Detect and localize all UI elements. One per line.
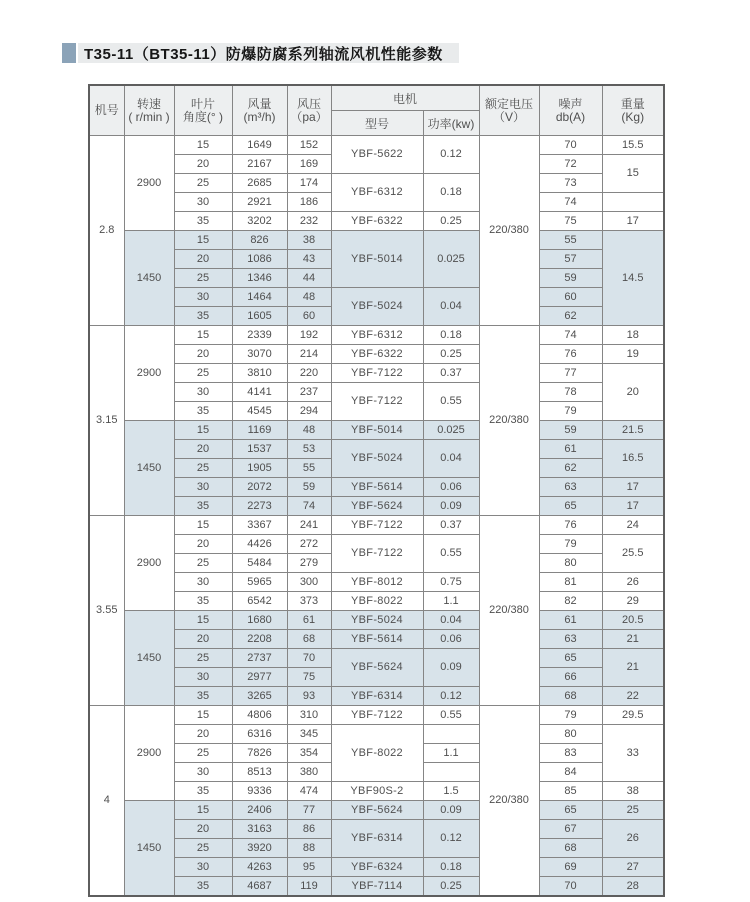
voltage-cell: 220/380 xyxy=(479,136,539,326)
header-motor: 电机 xyxy=(331,85,479,111)
noise-cell: 72 xyxy=(539,155,602,174)
voltage-cell: 220/380 xyxy=(479,706,539,897)
volume-cell: 8513 xyxy=(232,763,287,782)
motor-model-cell: YBF-6312 xyxy=(331,326,423,345)
noise-cell: 75 xyxy=(539,212,602,231)
header-speed xyxy=(124,85,174,136)
motor-model-cell: YBF-8012 xyxy=(331,573,423,592)
pressure-cell: 192 xyxy=(287,326,331,345)
volume-cell: 3163 xyxy=(232,820,287,839)
motor-power-cell xyxy=(423,763,479,782)
weight-cell xyxy=(602,193,664,212)
weight-cell: 29.5 xyxy=(602,706,664,725)
page-title-row xyxy=(62,43,459,63)
header-noise-line: db(A) xyxy=(555,109,586,124)
noise-cell: 85 xyxy=(539,782,602,801)
volume-cell: 2685 xyxy=(232,174,287,193)
header-pressure xyxy=(287,85,331,136)
noise-cell: 82 xyxy=(539,592,602,611)
angle-cell: 30 xyxy=(174,858,232,877)
pressure-cell: 237 xyxy=(287,383,331,402)
weight-cell: 27 xyxy=(602,858,664,877)
header-model-no xyxy=(89,85,124,136)
pressure-cell: 474 xyxy=(287,782,331,801)
angle-cell: 25 xyxy=(174,269,232,288)
voltage-cell: 220/380 xyxy=(479,516,539,706)
speed-cell: 2900 xyxy=(124,136,174,231)
volume-cell: 2072 xyxy=(232,478,287,497)
angle-cell: 35 xyxy=(174,212,232,231)
volume-cell: 1086 xyxy=(232,250,287,269)
model-no-cell: 3.55 xyxy=(89,516,124,706)
noise-cell: 79 xyxy=(539,706,602,725)
weight-cell: 17 xyxy=(602,478,664,497)
noise-cell: 55 xyxy=(539,231,602,250)
angle-cell: 25 xyxy=(174,364,232,383)
motor-model-cell: YBF-6322 xyxy=(331,345,423,364)
weight-cell: 20.5 xyxy=(602,611,664,630)
speed-cell: 2900 xyxy=(124,516,174,611)
noise-cell: 65 xyxy=(539,497,602,516)
table-body xyxy=(89,136,664,897)
pressure-cell: 61 xyxy=(287,611,331,630)
noise-cell: 84 xyxy=(539,763,602,782)
noise-cell: 80 xyxy=(539,554,602,573)
noise-cell: 59 xyxy=(539,269,602,288)
pressure-cell: 86 xyxy=(287,820,331,839)
angle-cell: 15 xyxy=(174,421,232,440)
motor-model-cell: YBF-8022 xyxy=(331,725,423,782)
header-weight-line: (Kg) xyxy=(621,109,645,124)
motor-model-cell: YBF-5014 xyxy=(331,231,423,288)
motor-power-cell: 0.025 xyxy=(423,421,479,440)
volume-cell: 2167 xyxy=(232,155,287,174)
header-model-no-line: 机号 xyxy=(94,103,119,117)
angle-cell: 25 xyxy=(174,839,232,858)
volume-cell: 7826 xyxy=(232,744,287,763)
volume-cell: 826 xyxy=(232,231,287,250)
header-voltage-line: （V） xyxy=(492,109,525,124)
weight-cell: 21 xyxy=(602,649,664,687)
angle-cell: 25 xyxy=(174,554,232,573)
angle-cell: 25 xyxy=(174,459,232,478)
angle-cell: 35 xyxy=(174,402,232,421)
noise-cell: 59 xyxy=(539,421,602,440)
pressure-cell: 48 xyxy=(287,288,331,307)
header-voltage xyxy=(479,85,539,136)
pressure-cell: 68 xyxy=(287,630,331,649)
volume-cell: 1905 xyxy=(232,459,287,478)
volume-cell: 2977 xyxy=(232,668,287,687)
volume-cell: 4263 xyxy=(232,858,287,877)
weight-cell: 15 xyxy=(602,155,664,193)
volume-cell: 2737 xyxy=(232,649,287,668)
motor-power-cell: 1.1 xyxy=(423,592,479,611)
motor-model-cell: YBF-5024 xyxy=(331,440,423,478)
angle-cell: 30 xyxy=(174,573,232,592)
page-title: T35-11（BT35-11）防爆防腐系列轴流风机性能参数 xyxy=(78,43,459,63)
angle-cell: 20 xyxy=(174,345,232,364)
motor-power-cell: 0.04 xyxy=(423,288,479,326)
pressure-cell: 74 xyxy=(287,497,331,516)
pressure-cell: 70 xyxy=(287,649,331,668)
motor-power-cell: 0.04 xyxy=(423,440,479,478)
volume-cell: 2339 xyxy=(232,326,287,345)
motor-power-cell: 0.04 xyxy=(423,611,479,630)
motor-power-cell: 0.25 xyxy=(423,212,479,231)
volume-cell: 4806 xyxy=(232,706,287,725)
motor-power-cell: 0.18 xyxy=(423,174,479,212)
header-motor-model: 型号 xyxy=(331,111,423,136)
angle-cell: 35 xyxy=(174,877,232,897)
motor-model-cell: YBF-5014 xyxy=(331,421,423,440)
model-no-cell: 2.8 xyxy=(89,136,124,326)
volume-cell: 4141 xyxy=(232,383,287,402)
motor-power-cell: 1.5 xyxy=(423,782,479,801)
angle-cell: 35 xyxy=(174,592,232,611)
angle-cell: 30 xyxy=(174,383,232,402)
speed-cell: 2900 xyxy=(124,326,174,421)
weight-cell: 18 xyxy=(602,326,664,345)
motor-model-cell: YBF90S-2 xyxy=(331,782,423,801)
weight-cell: 21 xyxy=(602,630,664,649)
header-air-volume-line: 风量 xyxy=(247,96,272,111)
model-no-cell: 4 xyxy=(89,706,124,897)
header-speed-line: ( r/min ) xyxy=(128,109,170,124)
weight-cell: 20 xyxy=(602,364,664,421)
volume-cell: 1680 xyxy=(232,611,287,630)
angle-cell: 30 xyxy=(174,193,232,212)
noise-cell: 65 xyxy=(539,649,602,668)
noise-cell: 57 xyxy=(539,250,602,269)
pressure-cell: 186 xyxy=(287,193,331,212)
weight-cell: 14.5 xyxy=(602,231,664,326)
pressure-cell: 48 xyxy=(287,421,331,440)
noise-cell: 74 xyxy=(539,326,602,345)
angle-cell: 20 xyxy=(174,155,232,174)
header-weight-line: 重量 xyxy=(620,96,645,111)
header-pressure-line: （pa） xyxy=(290,109,328,124)
motor-model-cell: YBF-6322 xyxy=(331,212,423,231)
noise-cell: 63 xyxy=(539,630,602,649)
noise-cell: 79 xyxy=(539,535,602,554)
motor-power-cell: 0.18 xyxy=(423,858,479,877)
motor-power-cell: 0.25 xyxy=(423,345,479,364)
pressure-cell: 232 xyxy=(287,212,331,231)
pressure-cell: 380 xyxy=(287,763,331,782)
pressure-cell: 310 xyxy=(287,706,331,725)
pressure-cell: 294 xyxy=(287,402,331,421)
noise-cell: 62 xyxy=(539,459,602,478)
motor-model-cell: YBF-5622 xyxy=(331,136,423,174)
motor-model-cell: YBF-7122 xyxy=(331,383,423,421)
motor-power-cell: 0.09 xyxy=(423,497,479,516)
noise-cell: 77 xyxy=(539,364,602,383)
motor-model-cell: YBF-7122 xyxy=(331,364,423,383)
motor-model-cell: YBF-8022 xyxy=(331,592,423,611)
weight-cell: 19 xyxy=(602,345,664,364)
pressure-cell: 354 xyxy=(287,744,331,763)
pressure-cell: 272 xyxy=(287,535,331,554)
motor-power-cell: 0.06 xyxy=(423,478,479,497)
weight-cell: 22 xyxy=(602,687,664,706)
motor-model-cell: YBF-5614 xyxy=(331,630,423,649)
angle-cell: 20 xyxy=(174,440,232,459)
angle-cell: 20 xyxy=(174,250,232,269)
volume-cell: 2273 xyxy=(232,497,287,516)
performance-table xyxy=(88,84,665,897)
motor-power-cell: 0.09 xyxy=(423,801,479,820)
volume-cell: 2208 xyxy=(232,630,287,649)
angle-cell: 15 xyxy=(174,231,232,250)
volume-cell: 2921 xyxy=(232,193,287,212)
volume-cell: 3070 xyxy=(232,345,287,364)
weight-cell: 25 xyxy=(602,801,664,820)
motor-power-cell: 0.75 xyxy=(423,573,479,592)
noise-cell: 70 xyxy=(539,877,602,897)
angle-cell: 35 xyxy=(174,687,232,706)
angle-cell: 25 xyxy=(174,744,232,763)
volume-cell: 5484 xyxy=(232,554,287,573)
angle-cell: 25 xyxy=(174,174,232,193)
motor-model-cell: YBF-6314 xyxy=(331,687,423,706)
table-header xyxy=(89,85,664,136)
angle-cell: 15 xyxy=(174,801,232,820)
noise-cell: 83 xyxy=(539,744,602,763)
motor-model-cell: YBF-7122 xyxy=(331,535,423,573)
noise-cell: 61 xyxy=(539,440,602,459)
angle-cell: 20 xyxy=(174,725,232,744)
angle-cell: 30 xyxy=(174,763,232,782)
motor-model-cell: YBF-5624 xyxy=(331,801,423,820)
pressure-cell: 88 xyxy=(287,839,331,858)
motor-model-cell: YBF-5624 xyxy=(331,497,423,516)
motor-power-cell: 0.55 xyxy=(423,535,479,573)
pressure-cell: 300 xyxy=(287,573,331,592)
angle-cell: 25 xyxy=(174,649,232,668)
noise-cell: 80 xyxy=(539,725,602,744)
motor-power-cell: 0.06 xyxy=(423,630,479,649)
weight-cell: 33 xyxy=(602,725,664,782)
motor-power-cell: 0.55 xyxy=(423,706,479,725)
motor-power-cell: 0.025 xyxy=(423,231,479,288)
motor-model-cell: YBF-7114 xyxy=(331,877,423,897)
volume-cell: 3920 xyxy=(232,839,287,858)
title-bullet-square-icon xyxy=(62,43,76,63)
volume-cell: 1605 xyxy=(232,307,287,326)
motor-power-cell: 1.1 xyxy=(423,744,479,763)
volume-cell: 1537 xyxy=(232,440,287,459)
motor-power-cell: 0.37 xyxy=(423,516,479,535)
weight-cell: 28 xyxy=(602,877,664,897)
angle-cell: 15 xyxy=(174,611,232,630)
volume-cell: 6542 xyxy=(232,592,287,611)
motor-power-cell: 0.18 xyxy=(423,326,479,345)
weight-cell: 38 xyxy=(602,782,664,801)
noise-cell: 61 xyxy=(539,611,602,630)
header-speed-line: 转速 xyxy=(136,96,161,111)
pressure-cell: 214 xyxy=(287,345,331,364)
volume-cell: 1346 xyxy=(232,269,287,288)
pressure-cell: 119 xyxy=(287,877,331,897)
noise-cell: 73 xyxy=(539,174,602,193)
weight-cell: 26 xyxy=(602,820,664,858)
pressure-cell: 169 xyxy=(287,155,331,174)
pressure-cell: 43 xyxy=(287,250,331,269)
angle-cell: 15 xyxy=(174,326,232,345)
pressure-cell: 93 xyxy=(287,687,331,706)
volume-cell: 6316 xyxy=(232,725,287,744)
volume-cell: 3367 xyxy=(232,516,287,535)
motor-power-cell xyxy=(423,725,479,744)
header-air-volume xyxy=(232,85,287,136)
noise-cell: 60 xyxy=(539,288,602,307)
weight-cell: 16.5 xyxy=(602,440,664,478)
pressure-cell: 345 xyxy=(287,725,331,744)
motor-power-cell: 0.25 xyxy=(423,877,479,897)
noise-cell: 66 xyxy=(539,668,602,687)
volume-cell: 5965 xyxy=(232,573,287,592)
motor-power-cell: 0.12 xyxy=(423,820,479,858)
pressure-cell: 75 xyxy=(287,668,331,687)
noise-cell: 68 xyxy=(539,687,602,706)
angle-cell: 20 xyxy=(174,630,232,649)
weight-cell: 21.5 xyxy=(602,421,664,440)
pressure-cell: 174 xyxy=(287,174,331,193)
noise-cell: 81 xyxy=(539,573,602,592)
volume-cell: 9336 xyxy=(232,782,287,801)
angle-cell: 20 xyxy=(174,535,232,554)
pressure-cell: 55 xyxy=(287,459,331,478)
weight-cell: 17 xyxy=(602,497,664,516)
angle-cell: 20 xyxy=(174,820,232,839)
motor-model-cell: YBF-5624 xyxy=(331,649,423,687)
angle-cell: 30 xyxy=(174,288,232,307)
header-noise-line: 噪声 xyxy=(558,96,583,111)
pressure-cell: 152 xyxy=(287,136,331,155)
noise-cell: 67 xyxy=(539,820,602,839)
volume-cell: 1464 xyxy=(232,288,287,307)
noise-cell: 74 xyxy=(539,193,602,212)
header-blade-angle xyxy=(174,85,232,136)
noise-cell: 62 xyxy=(539,307,602,326)
motor-model-cell: YBF-5614 xyxy=(331,478,423,497)
volume-cell: 4545 xyxy=(232,402,287,421)
pressure-cell: 53 xyxy=(287,440,331,459)
pressure-cell: 373 xyxy=(287,592,331,611)
pressure-cell: 279 xyxy=(287,554,331,573)
motor-model-cell: YBF-6312 xyxy=(331,174,423,212)
noise-cell: 63 xyxy=(539,478,602,497)
noise-cell: 69 xyxy=(539,858,602,877)
volume-cell: 1649 xyxy=(232,136,287,155)
weight-cell: 25.5 xyxy=(602,535,664,573)
pressure-cell: 44 xyxy=(287,269,331,288)
noise-cell: 79 xyxy=(539,402,602,421)
angle-cell: 15 xyxy=(174,136,232,155)
angle-cell: 30 xyxy=(174,668,232,687)
angle-cell: 15 xyxy=(174,706,232,725)
header-voltage-line: 额定电压 xyxy=(484,96,533,111)
motor-power-cell: 0.12 xyxy=(423,687,479,706)
model-no-cell: 3.15 xyxy=(89,326,124,516)
voltage-cell: 220/380 xyxy=(479,326,539,516)
weight-cell: 26 xyxy=(602,573,664,592)
motor-model-cell: YBF-7122 xyxy=(331,706,423,725)
header-air-volume-line: (m³/h) xyxy=(243,109,276,124)
volume-cell: 4426 xyxy=(232,535,287,554)
noise-cell: 65 xyxy=(539,801,602,820)
pressure-cell: 77 xyxy=(287,801,331,820)
motor-power-cell: 0.09 xyxy=(423,649,479,687)
motor-model-cell: YBF-6314 xyxy=(331,820,423,858)
noise-cell: 76 xyxy=(539,516,602,535)
weight-cell: 15.5 xyxy=(602,136,664,155)
volume-cell: 1169 xyxy=(232,421,287,440)
weight-cell: 24 xyxy=(602,516,664,535)
volume-cell: 2406 xyxy=(232,801,287,820)
speed-cell: 1450 xyxy=(124,611,174,706)
pressure-cell: 241 xyxy=(287,516,331,535)
angle-cell: 15 xyxy=(174,516,232,535)
volume-cell: 3265 xyxy=(232,687,287,706)
pressure-cell: 38 xyxy=(287,231,331,250)
angle-cell: 35 xyxy=(174,307,232,326)
angle-cell: 35 xyxy=(174,782,232,801)
angle-cell: 30 xyxy=(174,478,232,497)
header-blade-angle-line: 角度(° ) xyxy=(182,109,224,124)
noise-cell: 76 xyxy=(539,345,602,364)
pressure-cell: 59 xyxy=(287,478,331,497)
weight-cell: 17 xyxy=(602,212,664,231)
motor-model-cell: YBF-5024 xyxy=(331,288,423,326)
speed-cell: 1450 xyxy=(124,421,174,516)
motor-power-cell: 0.12 xyxy=(423,136,479,174)
motor-model-cell: YBF-7122 xyxy=(331,516,423,535)
angle-cell: 35 xyxy=(174,497,232,516)
volume-cell: 3810 xyxy=(232,364,287,383)
speed-cell: 1450 xyxy=(124,231,174,326)
header-blade-angle-line: 叶片 xyxy=(190,96,215,111)
speed-cell: 2900 xyxy=(124,706,174,801)
motor-model-cell: YBF-5024 xyxy=(331,611,423,630)
header-pressure-line: 风压 xyxy=(296,96,321,111)
pressure-cell: 95 xyxy=(287,858,331,877)
motor-model-cell: YBF-6324 xyxy=(331,858,423,877)
motor-power-cell: 0.55 xyxy=(423,383,479,421)
header-motor-power: 功率(kw) xyxy=(423,111,479,136)
noise-cell: 78 xyxy=(539,383,602,402)
weight-cell: 29 xyxy=(602,592,664,611)
volume-cell: 3202 xyxy=(232,212,287,231)
pressure-cell: 60 xyxy=(287,307,331,326)
header-noise xyxy=(539,85,602,136)
noise-cell: 68 xyxy=(539,839,602,858)
speed-cell: 1450 xyxy=(124,801,174,897)
volume-cell: 4687 xyxy=(232,877,287,897)
motor-power-cell: 0.37 xyxy=(423,364,479,383)
noise-cell: 70 xyxy=(539,136,602,155)
header-weight xyxy=(602,85,664,136)
pressure-cell: 220 xyxy=(287,364,331,383)
